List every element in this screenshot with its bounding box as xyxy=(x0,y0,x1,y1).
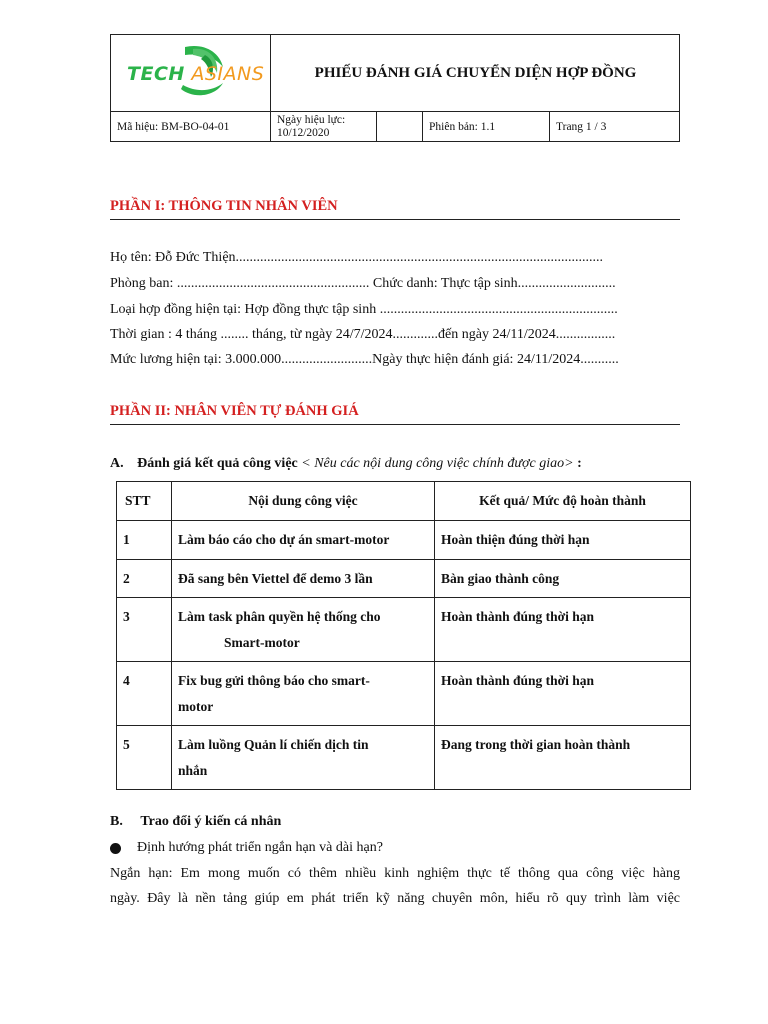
cell-task-line-cont: motor xyxy=(178,699,214,714)
table-row xyxy=(117,598,691,662)
logo-wordmark: TECH ASIANS xyxy=(127,63,265,85)
form-code: Mã hiệu: BM-BO-04-01 xyxy=(117,121,230,133)
duration-line: Thời gian : 4 tháng ........ tháng, từ ngày 24/7/2024.............đến ngày 24/11/2024................. xyxy=(110,327,616,342)
subsection-b-marker: B. xyxy=(110,814,123,829)
cell-task-line-cont: nhắn xyxy=(178,763,208,778)
cell-stt: 3 xyxy=(117,598,172,662)
paragraph-line-2: ngày. Đây là nền tảng giúp em phát triển kỹ năng chuyên môn, hiểu rõ quy trình làm việc xyxy=(110,891,680,906)
subsection-a-note: < Nêu các nội dung công việc chính được giao> xyxy=(301,456,574,471)
cell-result: Hoàn thành đúng thời hạn xyxy=(435,598,691,662)
contract-type-line: Loại hợp đồng hiện tại: Hợp đồng thực tập sinh .................................................................... xyxy=(110,302,618,317)
col-header-task: Nội dung công việc xyxy=(172,482,435,521)
table-header-row xyxy=(117,482,691,521)
cell-task: Đã sang bên Viettel để demo 3 lần xyxy=(172,560,435,598)
cell-stt: 5 xyxy=(117,726,172,790)
subsection-a-heading: Đánh giá kết quả công việc xyxy=(137,456,298,471)
salary-line: Mức lương hiện tại: 3.000.000..........................Ngày thực hiện đánh giá: 24/11/2024........... xyxy=(110,352,619,367)
table-row xyxy=(117,560,691,598)
table-row xyxy=(117,726,691,790)
col-header-stt: STT xyxy=(117,482,172,521)
cell-result: Hoàn thiện đúng thời hạn xyxy=(435,521,691,560)
cell-task xyxy=(172,662,435,726)
subsection-a-marker: A. xyxy=(110,456,124,471)
effective-date-cell xyxy=(271,112,422,142)
effective-date-value: 10/12/2020 xyxy=(277,127,330,139)
cell-task-line-cont: Smart-motor xyxy=(224,635,300,650)
subsection-b-heading: Trao đổi ý kiến cá nhân xyxy=(140,814,282,829)
employee-name-line: Họ tên: Đỗ Đức Thiện......................................................................................................... xyxy=(110,250,604,265)
subsection-b-title xyxy=(110,814,281,830)
table-row xyxy=(117,662,691,726)
tech-asians-logo xyxy=(123,41,263,105)
bullet-text: Định hướng phát triển ngắn hạn và dài hạn? xyxy=(137,840,383,855)
section-2-heading: PHẦN II: NHÂN VIÊN TỰ ĐÁNH GIÁ xyxy=(110,403,680,425)
subsection-a-colon: : xyxy=(577,456,582,471)
document-title: PHIẾU ĐÁNH GIÁ CHUYỂN DIỆN HỢP ĐỒNG xyxy=(314,64,637,81)
document-header xyxy=(110,34,680,142)
department-line: Phòng ban: ....................................................... Chức danh: Thực tập sinh............................ xyxy=(110,276,616,291)
section-1-heading: PHẦN I: THÔNG TIN NHÂN VIÊN xyxy=(110,198,680,220)
cell-task xyxy=(172,726,435,790)
cell-result: Hoàn thành đúng thời hạn xyxy=(435,662,691,726)
page-number-cell: Trang 1 / 3 xyxy=(556,121,607,133)
cell-task: Làm báo cáo cho dự án smart-motor xyxy=(172,521,435,560)
cell-result: Đang trong thời gian hoàn thành xyxy=(435,726,691,790)
work-results-table xyxy=(116,481,691,790)
subsection-a-title xyxy=(110,456,582,472)
bullet-icon xyxy=(110,843,121,854)
cell-task-line: Làm luồng Quản lí chiến dịch tin xyxy=(178,737,369,752)
effective-date-label: Ngày hiệu lực: xyxy=(277,114,346,126)
cell-task-line: Làm task phân quyền hệ thống cho xyxy=(178,609,381,624)
version-cell: Phiên bản: 1.1 xyxy=(429,121,496,133)
cell-task xyxy=(172,598,435,662)
table-row xyxy=(117,521,691,560)
cell-stt: 2 xyxy=(117,560,172,598)
col-header-result: Kết quả/ Mức độ hoàn thành xyxy=(435,482,691,521)
cell-stt: 1 xyxy=(117,521,172,560)
cell-task-line: Fix bug gửi thông báo cho smart- xyxy=(178,673,370,688)
paragraph-line-1: Ngắn hạn: Em mong muốn có thêm nhiều kinh nghiệm thực tế thông qua công việc hàng xyxy=(110,866,680,881)
bullet-item xyxy=(110,840,383,856)
cell-result: Bàn giao thành công xyxy=(435,560,691,598)
cell-stt: 4 xyxy=(117,662,172,726)
